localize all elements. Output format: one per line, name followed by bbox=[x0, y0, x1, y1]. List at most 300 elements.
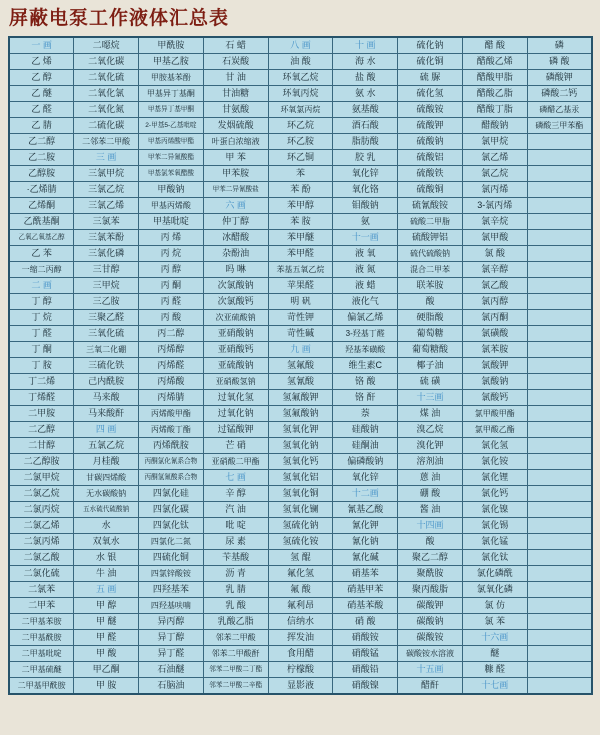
table-cell: 醋酐 bbox=[398, 678, 463, 695]
table-cell bbox=[527, 422, 592, 438]
table-cell: 碳酸铵水溶液 bbox=[398, 646, 463, 662]
table-cell: 丙 酸 bbox=[139, 310, 204, 326]
table-cell: 氯乙烷 bbox=[462, 166, 527, 182]
table-cell bbox=[527, 294, 592, 310]
table-cell: 氯化钛 bbox=[462, 550, 527, 566]
stroke-category-cell: 十二画 bbox=[333, 486, 398, 502]
table-cell: 液 氧 bbox=[333, 246, 398, 262]
table-cell: 甲 醇 bbox=[74, 598, 139, 614]
table-cell: 马来酸酐 bbox=[74, 406, 139, 422]
table-cell: 氯 仿 bbox=[462, 598, 527, 614]
table-cell: 硫 磺 bbox=[398, 374, 463, 390]
table-cell: 四羟基呋喃 bbox=[139, 598, 204, 614]
table-cell: 硅酮油 bbox=[333, 438, 398, 454]
table-cell: 氯丙烯 bbox=[462, 182, 527, 198]
table-cell bbox=[527, 582, 592, 598]
table-cell: 聚酰胺 bbox=[398, 566, 463, 582]
table-cell: 苯甲醇 bbox=[268, 198, 333, 214]
table-cell: 苯 胺 bbox=[268, 214, 333, 230]
table-cell: 邻苯二甲酸酐 bbox=[203, 646, 268, 662]
table-cell: 三甲烷 bbox=[74, 278, 139, 294]
table-cell bbox=[527, 566, 592, 582]
table-row bbox=[9, 198, 592, 214]
table-cell: 氯化锂 bbox=[462, 470, 527, 486]
table-row bbox=[9, 486, 592, 502]
table-cell: 3-羟基丁醛 bbox=[333, 326, 398, 342]
table-cell: 次亚硫酸钠 bbox=[203, 310, 268, 326]
table-cell: 氯化镍 bbox=[462, 502, 527, 518]
table-cell: 亚硝酸钙 bbox=[203, 342, 268, 358]
table-row bbox=[9, 406, 592, 422]
table-cell: 乙 醚 bbox=[9, 86, 74, 102]
table-cell: 挥发油 bbox=[268, 630, 333, 646]
table-cell bbox=[527, 598, 592, 614]
table-cell: 铬 酸 bbox=[333, 374, 398, 390]
table-cell: 氰化钾 bbox=[333, 518, 398, 534]
table-cell: 甲 醛 bbox=[74, 630, 139, 646]
table-cell: 乙 腈 bbox=[9, 118, 74, 134]
table-cell: 环乙胺 bbox=[268, 134, 333, 150]
table-cell: 二硫化碳 bbox=[74, 118, 139, 134]
table-cell: 氯丙酮 bbox=[462, 310, 527, 326]
table-cell: 丁 胺 bbox=[9, 358, 74, 374]
table-cell: 二乙醇 bbox=[9, 422, 74, 438]
table-row bbox=[9, 678, 592, 695]
table-cell: 氨 bbox=[333, 214, 398, 230]
table-cell: 氯甲酸乙酯 bbox=[462, 422, 527, 438]
table-cell: 硫酸钠 bbox=[398, 134, 463, 150]
table-cell: 苯甲醚 bbox=[268, 230, 333, 246]
table-cell: 过氧化氢 bbox=[203, 390, 268, 406]
table-cell: 丙烯酸 bbox=[139, 374, 204, 390]
table-cell: 三甘醇 bbox=[74, 262, 139, 278]
table-cell: 亚硝酸二甲酯 bbox=[203, 454, 268, 470]
table-cell bbox=[527, 262, 592, 278]
table-cell: 丙二醇 bbox=[139, 326, 204, 342]
table-cell: 三硫化铁 bbox=[74, 358, 139, 374]
table-cell: 聚乙二醇 bbox=[398, 550, 463, 566]
table-cell: 食用醋 bbox=[268, 646, 333, 662]
table-row bbox=[9, 566, 592, 582]
table-cell: 氯苯胺 bbox=[462, 342, 527, 358]
table-cell: 芒 硝 bbox=[203, 438, 268, 454]
table-cell: 硝酸铅 bbox=[333, 662, 398, 678]
table-cell: 苄基酸 bbox=[203, 550, 268, 566]
table-cell: 甲 胺 bbox=[74, 678, 139, 695]
table-cell: 邻苯二甲酸二辛酯 bbox=[203, 678, 268, 695]
table-cell bbox=[527, 134, 592, 150]
table-cell: 3-氯丙烯 bbox=[462, 198, 527, 214]
stroke-category-cell: 八 画 bbox=[268, 37, 333, 54]
table-cell: 丙烯腈 bbox=[139, 390, 204, 406]
table-cell: 石炭酸 bbox=[203, 54, 268, 70]
table-cell: 乙 醛 bbox=[9, 102, 74, 118]
table-row bbox=[9, 390, 592, 406]
table-cell: 硫酸二甲脂 bbox=[398, 214, 463, 230]
table-cell bbox=[527, 150, 592, 166]
table-cell: 乙烯酮 bbox=[9, 198, 74, 214]
table-cell: 二氧化氮 bbox=[74, 102, 139, 118]
table-cell: 维生素C bbox=[333, 358, 398, 374]
table-cell: 氯乙烯 bbox=[462, 150, 527, 166]
table-cell bbox=[527, 550, 592, 566]
stroke-category-cell: 十一画 bbox=[333, 230, 398, 246]
table-cell: 四硫化铜 bbox=[139, 550, 204, 566]
table-cell: 氢硫化铵 bbox=[268, 534, 333, 550]
table-cell: 过锰酸钾 bbox=[203, 422, 268, 438]
table-cell: 氯辛醇 bbox=[462, 262, 527, 278]
table-cell: 丙烯醇 bbox=[139, 342, 204, 358]
table-cell: 二氯丙烷 bbox=[9, 502, 74, 518]
table-cell: 钼酸钠 bbox=[333, 198, 398, 214]
table-cell: 混合二甲苯 bbox=[398, 262, 463, 278]
table-cell: 醋 酸 bbox=[462, 37, 527, 54]
table-cell: 二甲基吡啶 bbox=[9, 646, 74, 662]
table-cell: 溴乙烷 bbox=[398, 422, 463, 438]
table-row bbox=[9, 86, 592, 102]
table-cell bbox=[527, 342, 592, 358]
table-cell: 二氯甲烷 bbox=[9, 470, 74, 486]
table-row bbox=[9, 646, 592, 662]
table-cell: 甲基异丁基酮 bbox=[139, 86, 204, 102]
table-cell: 二甲苯 bbox=[9, 598, 74, 614]
table-cell: 油 酸 bbox=[268, 54, 333, 70]
table-cell: 碳酸铵 bbox=[398, 630, 463, 646]
table-cell: 四氯化碳 bbox=[139, 502, 204, 518]
table-cell: 偏磷酸钠 bbox=[333, 454, 398, 470]
table-cell bbox=[527, 662, 592, 678]
table-cell: 丙 烯 bbox=[139, 230, 204, 246]
table-cell: 辛 醇 bbox=[203, 486, 268, 502]
table-cell: 丙酮氢氰酸系合物 bbox=[139, 470, 204, 486]
table-cell bbox=[527, 486, 592, 502]
table-cell: 溴化钾 bbox=[398, 438, 463, 454]
table-row bbox=[9, 438, 592, 454]
table-cell: 乙 烯 bbox=[9, 54, 74, 70]
table-row bbox=[9, 102, 592, 118]
stroke-category-cell: 十 画 bbox=[333, 37, 398, 54]
table-cell: 汽 油 bbox=[203, 502, 268, 518]
table-cell: 硝基甲苯 bbox=[333, 582, 398, 598]
table-cell: 信纳水 bbox=[268, 614, 333, 630]
table-cell: 二噁烷 bbox=[74, 37, 139, 54]
table-cell: 过氧化钠 bbox=[203, 406, 268, 422]
table-cell: 甲基吡啶 bbox=[139, 214, 204, 230]
stroke-category-cell: 五 画 bbox=[74, 582, 139, 598]
table-cell: 氢氧化钾 bbox=[268, 422, 333, 438]
table-cell: 吗 啉 bbox=[203, 262, 268, 278]
table-cell: 亚硝酸氢钠 bbox=[203, 374, 268, 390]
table-cell: 环乙铜 bbox=[268, 150, 333, 166]
table-cell: 二氯化硫 bbox=[9, 566, 74, 582]
table-cell: 次氯酸钙 bbox=[203, 294, 268, 310]
table-cell: 硫代硫酸钠 bbox=[398, 246, 463, 262]
table-cell: 甘 油 bbox=[203, 70, 268, 86]
table-row bbox=[9, 518, 592, 534]
stroke-category-cell: 十三画 bbox=[398, 390, 463, 406]
table-cell bbox=[527, 166, 592, 182]
table-cell: 椰子油 bbox=[398, 358, 463, 374]
table-cell bbox=[527, 470, 592, 486]
table-cell: 三氯苯酚 bbox=[74, 230, 139, 246]
table-cell: 硫 脲 bbox=[398, 70, 463, 86]
table-cell: 苯 酚 bbox=[268, 182, 333, 198]
table-row bbox=[9, 454, 592, 470]
table-cell: 三氧二化硼 bbox=[74, 342, 139, 358]
table-cell: 硫酸钾铝 bbox=[398, 230, 463, 246]
table-cell: 丙酮氯化氰系合物 bbox=[139, 454, 204, 470]
table-cell: 氢氟酸钠 bbox=[268, 406, 333, 422]
table-cell: 醋酸钠 bbox=[462, 118, 527, 134]
table-cell: 甲苯胺 bbox=[203, 166, 268, 182]
table-cell: 石脑油 bbox=[139, 678, 204, 695]
table-cell: 石 蜡 bbox=[203, 37, 268, 54]
table-cell: 聚丙酸脂 bbox=[398, 582, 463, 598]
table-row bbox=[9, 662, 592, 678]
page-title: 屏蔽电泵工作液体汇总表 bbox=[9, 8, 230, 29]
stroke-category-cell: 十六画 bbox=[462, 630, 527, 646]
stroke-category-cell: 十四画 bbox=[398, 518, 463, 534]
liquid-summary-table bbox=[8, 36, 593, 695]
table-cell: 乙氧乙氧基乙醇 bbox=[9, 230, 74, 246]
table-cell: 氢硫化钠 bbox=[268, 518, 333, 534]
table-cell: 四氯化硅 bbox=[139, 486, 204, 502]
table-cell: 乙 醇 bbox=[9, 70, 74, 86]
table-cell: 吡 啶 bbox=[203, 518, 268, 534]
table-cell: 硫化钠 bbox=[398, 37, 463, 54]
table-row bbox=[9, 326, 592, 342]
table-cell bbox=[527, 246, 592, 262]
stroke-category-cell: 九 画 bbox=[268, 342, 333, 358]
table-row bbox=[9, 630, 592, 646]
table-cell: 三氯乙烷 bbox=[74, 182, 139, 198]
table-cell bbox=[527, 534, 592, 550]
table-cell: 碳酸钾 bbox=[398, 598, 463, 614]
table-cell bbox=[527, 278, 592, 294]
table-cell: 硫酸铵 bbox=[398, 102, 463, 118]
table-cell: 二邻苯二甲酸 bbox=[74, 134, 139, 150]
table-cell: 发烟硫酸 bbox=[203, 118, 268, 134]
table-cell bbox=[527, 182, 592, 198]
table-cell: 四羟基苯 bbox=[139, 582, 204, 598]
table-cell: 氯酸钙 bbox=[462, 390, 527, 406]
table-cell: 丙 醛 bbox=[139, 294, 204, 310]
stroke-category-cell: 四 画 bbox=[74, 422, 139, 438]
table-cell: 二甲基苯胺 bbox=[9, 614, 74, 630]
table-row bbox=[9, 54, 592, 70]
table-cell: 氯丙醇 bbox=[462, 294, 527, 310]
table-cell: 丙烯酸甲酯 bbox=[139, 406, 204, 422]
table-cell bbox=[527, 406, 592, 422]
table-cell: 四氯锌酸铵 bbox=[139, 566, 204, 582]
table-cell: 苹果醛 bbox=[268, 278, 333, 294]
table-cell: 月桂酸 bbox=[74, 454, 139, 470]
table-cell: 氧化铬 bbox=[333, 182, 398, 198]
table-cell bbox=[527, 326, 592, 342]
stroke-category-cell: 二 画 bbox=[9, 278, 74, 294]
table-cell: 邻苯二甲酸 bbox=[203, 630, 268, 646]
table-cell: 苛性碱 bbox=[268, 326, 333, 342]
table-cell: 醋酸甲脂 bbox=[462, 70, 527, 86]
table-cell: 甘碳四烯酸 bbox=[74, 470, 139, 486]
table-cell: 甲 酸 bbox=[74, 646, 139, 662]
table-row bbox=[9, 118, 592, 134]
table-cell: 糠 醛 bbox=[462, 662, 527, 678]
table-cell bbox=[527, 454, 592, 470]
table-cell: 苯 bbox=[268, 166, 333, 182]
table-cell: 硫化氢 bbox=[398, 86, 463, 102]
table-cell: 二甘醇 bbox=[9, 438, 74, 454]
table-cell: 硫酸铁 bbox=[398, 166, 463, 182]
table-cell bbox=[527, 646, 592, 662]
table-cell: 二乙醇胺 bbox=[9, 454, 74, 470]
table-cell: 氯化锡 bbox=[462, 518, 527, 534]
table-cell: 氰基乙酸 bbox=[333, 502, 398, 518]
table-cell: 丁二烯 bbox=[9, 374, 74, 390]
table-cell: 氢氧化铜 bbox=[268, 486, 333, 502]
table-cell: 硼 酸 bbox=[398, 486, 463, 502]
table-row bbox=[9, 550, 592, 566]
table-cell: 氰化钠 bbox=[333, 534, 398, 550]
table-cell: 磷 酸 bbox=[527, 54, 592, 70]
table-cell: 二甲胺 bbox=[9, 406, 74, 422]
table-cell: 丁 酮 bbox=[9, 342, 74, 358]
table-body bbox=[9, 37, 592, 694]
table-cell: 二氧化硫 bbox=[74, 70, 139, 86]
table-cell: 三氯化磷 bbox=[74, 246, 139, 262]
table-row bbox=[9, 246, 592, 262]
table-cell: 硝酸铵 bbox=[333, 630, 398, 646]
table-cell: 磷 bbox=[527, 37, 592, 54]
table-row bbox=[9, 294, 592, 310]
table-cell: 氢氟酸钾 bbox=[268, 390, 333, 406]
table-cell: 显影液 bbox=[268, 678, 333, 695]
table-cell: 仲丁醇 bbox=[203, 214, 268, 230]
table-cell: 氧化锌 bbox=[333, 470, 398, 486]
table-cell: 磷酸三甲苯酯 bbox=[527, 118, 592, 134]
table-cell: 氧化锌 bbox=[333, 166, 398, 182]
table-cell: 柠檬酸 bbox=[268, 662, 333, 678]
table-cell: 醋酸乙烯 bbox=[462, 54, 527, 70]
table-cell bbox=[527, 358, 592, 374]
table-cell: 氯甲烷 bbox=[462, 134, 527, 150]
table-cell: 四氯化二氮 bbox=[139, 534, 204, 550]
table-cell: 氟化氢 bbox=[268, 566, 333, 582]
table-cell: 马来酸 bbox=[74, 390, 139, 406]
table-row bbox=[9, 342, 592, 358]
table-cell: 苛性钾 bbox=[268, 310, 333, 326]
table-row bbox=[9, 582, 592, 598]
table-row bbox=[9, 502, 592, 518]
stroke-category-cell: 一 画 bbox=[9, 37, 74, 54]
table-cell: 甲乙酮 bbox=[74, 662, 139, 678]
table-cell: 丁 醇 bbox=[9, 294, 74, 310]
table-cell: 水 bbox=[74, 518, 139, 534]
table-cell: 异丁醛 bbox=[139, 646, 204, 662]
table-cell: 氯酸钠 bbox=[462, 374, 527, 390]
table-cell: 甲胺基苯酚 bbox=[139, 70, 204, 86]
table-cell: 氢氧化钙 bbox=[268, 454, 333, 470]
table-cell: 亚硝酸钠 bbox=[203, 326, 268, 342]
table-cell: 萘 bbox=[333, 406, 398, 422]
table-cell: 次氯酸钠 bbox=[203, 278, 268, 294]
table-cell bbox=[527, 630, 592, 646]
table-cell: 丙烯酰胺 bbox=[139, 438, 204, 454]
table-cell: 氯化钙 bbox=[462, 486, 527, 502]
table-row bbox=[9, 422, 592, 438]
table-cell: 杂酚油 bbox=[203, 246, 268, 262]
table-cell: 二氧化碳 bbox=[74, 54, 139, 70]
table-row bbox=[9, 134, 592, 150]
table-cell: 硝基苯酸 bbox=[333, 598, 398, 614]
table-cell: 氯甲酸甲酯 bbox=[462, 406, 527, 422]
table-cell: 醚 bbox=[462, 646, 527, 662]
table-row bbox=[9, 150, 592, 166]
table-cell: 硬脂酸 bbox=[398, 310, 463, 326]
table-cell: 脂肪酸 bbox=[333, 134, 398, 150]
table-cell: 氰化碱 bbox=[333, 550, 398, 566]
table-cell: 二氯丙烯 bbox=[9, 534, 74, 550]
table-cell: 丁 醛 bbox=[9, 326, 74, 342]
table-cell: 氢氧化钠 bbox=[268, 438, 333, 454]
table-cell: 丙烯酸丁酯 bbox=[139, 422, 204, 438]
table-cell bbox=[527, 518, 592, 534]
table-cell: 乙 苯 bbox=[9, 246, 74, 262]
table-cell: 甲酸钠 bbox=[139, 182, 204, 198]
table-cell: 胶 乳 bbox=[333, 150, 398, 166]
table-cell: 二氯苯 bbox=[9, 582, 74, 598]
table-cell: 铬 酐 bbox=[333, 390, 398, 406]
table-cell: 丙 烷 bbox=[139, 246, 204, 262]
table-row bbox=[9, 614, 592, 630]
table-cell: 甲 苯 bbox=[203, 150, 268, 166]
table-cell: 磷酸钾 bbox=[527, 70, 592, 86]
table-cell: 氢氰酸 bbox=[268, 374, 333, 390]
table-cell: 冰醋酸 bbox=[203, 230, 268, 246]
table-cell: 硫化铜 bbox=[398, 54, 463, 70]
table-row bbox=[9, 214, 592, 230]
stroke-category-cell: 十七画 bbox=[462, 678, 527, 695]
table-cell: 甲酰胺 bbox=[139, 37, 204, 54]
table-cell: 环氧丙烷 bbox=[268, 86, 333, 102]
table-cell: 二甲基硫醚 bbox=[9, 662, 74, 678]
table-cell: 二氧化氯 bbox=[74, 86, 139, 102]
table-cell: 硝基苯 bbox=[333, 566, 398, 582]
table-cell bbox=[527, 502, 592, 518]
table-cell: 氢氟酸 bbox=[268, 358, 333, 374]
table-cell: 氨 水 bbox=[333, 86, 398, 102]
table-cell: 异丁醇 bbox=[139, 630, 204, 646]
table-row bbox=[9, 598, 592, 614]
table-cell: 三氯甲烷 bbox=[74, 166, 139, 182]
table-row bbox=[9, 166, 592, 182]
stroke-category-cell: 十五画 bbox=[398, 662, 463, 678]
table-cell: 双氧水 bbox=[74, 534, 139, 550]
table-cell: 葡萄糖 bbox=[398, 326, 463, 342]
table-cell: 甲基氯苯氧醋酸 bbox=[139, 166, 204, 182]
table-cell: 四氯化钛 bbox=[139, 518, 204, 534]
table-cell: 氯化锰 bbox=[462, 534, 527, 550]
table-row bbox=[9, 182, 592, 198]
table-cell: 三氯苯 bbox=[74, 214, 139, 230]
table-cell: 氯乙酸 bbox=[462, 278, 527, 294]
table-cell: 氨基酸 bbox=[333, 102, 398, 118]
table-cell: 氯化铵 bbox=[462, 454, 527, 470]
table-cell bbox=[527, 390, 592, 406]
table-cell bbox=[527, 438, 592, 454]
table-cell: 液化气 bbox=[333, 294, 398, 310]
table-cell: 煤 油 bbox=[398, 406, 463, 422]
